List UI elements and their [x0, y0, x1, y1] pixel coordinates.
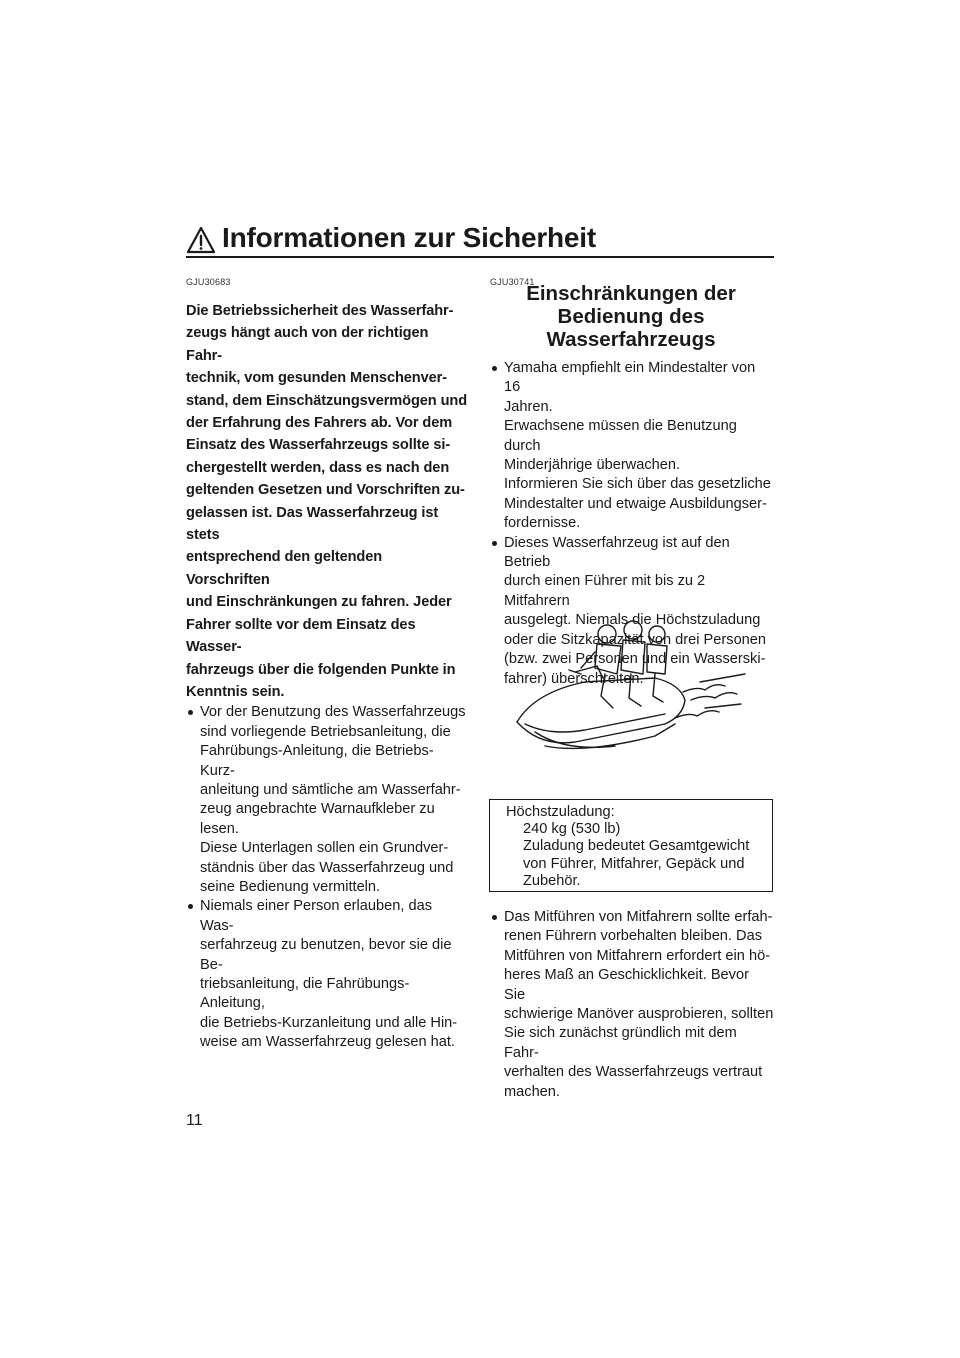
list-item: Das Mitführen von Mitfahrern sollte erfah- renen Führern vorbehalten bleiben. Das Mitführen von Mitfahrern erfordert ein hö- heres Maß an Geschicklichkeit. Bevor Sie schwierige Manöver ausprobieren, sollten Sie sich zunächst gründlich mit dem Fahr- verhalten des Wasserfahrzeugs vertraut machen.: [490, 908, 774, 1102]
list-item: Dieses Wasserfahrzeug ist auf den Betrieb durch einen Führer mit bis zu 2 Mitfahrern ausgelegt. Niemals die Höchstzuladung oder die Sitzkapazität von drei Personen (bzw. zwei Personen und ein Wasserski- fahrer) überschreiten.: [490, 534, 774, 689]
watercraft-illustration: [505, 612, 755, 762]
max-load-label: Höchstzuladung:: [506, 804, 615, 820]
page-title: Informationen zur Sicherheit: [222, 222, 596, 253]
left-bullet-list: [186, 703, 468, 1052]
page-number: 11: [186, 1112, 203, 1129]
list-item: Vor der Benutzung des Wasserfahrzeugs sind vorliegende Betriebsanleitung, die Fahrübungs-Anleitung, die Betriebs-Kurz- anleitung und sämtliche am Wasserfahr- zeug angebrachte Warnaufkleber zu lesen. Diese Unterlagen sollen ein Grundver- ständnis über das Wasserfahrzeug und seine Bedienung vermitteln.: [186, 703, 468, 897]
intro-paragraph: Die Betriebssicherheit des Wasserfahr- zeugs hängt auch von der richtigen Fahr- technik, vom gesunden Menschenver- stand, dem Einschätzungsvermögen und der Erfahrung des Fahrers ab. Vor dem Einsatz des Wasserfahrzeugs sollte si- chergestellt werden, dass es nach den geltenden Gesetzen und Vorschriften zu- gelassen ist. Das Wasserfahrzeug ist stets entsprechend den geltenden Vorschriften und Einschränkungen zu fahren. Jeder Fahrer sollte vor dem Einsatz des Wasser- fahrzeugs über die folgenden Punkte in Kenntnis sein.: [186, 303, 468, 700]
section-code-right: GJU30741: [490, 277, 535, 287]
list-item: Niemals einer Person erlauben, das Was- serfahrzeug zu benutzen, bevor sie die Be- triebsanleitung, die Fahrübungs-Anleitung, die Betriebs-Kurzanleitung und alle Hin- weise am Wasserfahrzeug gelesen hat.: [186, 897, 468, 1052]
section-title: Einschränkungen der Bedienung des Wasserfahrzeugs: [526, 282, 736, 351]
list-item: Yamaha empfiehlt ein Mindestalter von 16 Jahren. Erwachsene müssen die Benutzung durch Minderjährige überwachen. Informieren Sie sich über das gesetzliche Mindestalter und etwaige Ausbildungser- fordernisse.: [490, 359, 774, 534]
page-header: [186, 222, 774, 258]
warning-triangle-icon: [186, 226, 216, 254]
right-bullet-list-after: [490, 908, 774, 1102]
left-column: [186, 300, 468, 1053]
section-code-left: GJU30683: [186, 277, 231, 287]
max-load-box: [489, 799, 773, 892]
max-load-value: 240 kg (530 lb) Zuladung bedeutet Gesamtgewicht von Führer, Mitfahrer, Gepäck und Zubehör.: [523, 821, 750, 889]
